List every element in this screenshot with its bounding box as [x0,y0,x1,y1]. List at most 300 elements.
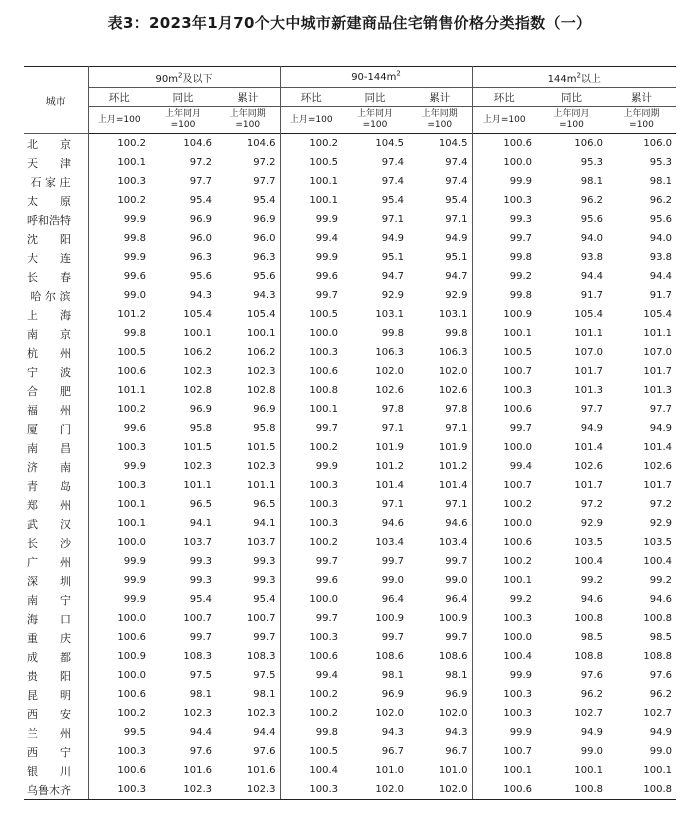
table-row [24,723,676,742]
index-value: 100.1 [88,514,150,533]
city-name: 长 春 [27,270,71,284]
index-value: 100.2 [280,685,342,704]
index-value: 108.6 [438,651,468,662]
index-value: 101.5 [246,442,276,453]
table-row [24,400,676,419]
index-value: 100.2 [472,552,536,571]
index-value: 100.3 [472,381,536,400]
index-value: 100.2 [472,495,536,514]
index-value: 104.6 [246,138,276,149]
index-value: 93.8 [649,252,673,263]
index-value: 102.3 [246,366,276,377]
index-value: 97.4 [381,176,404,187]
index-value: 99.5 [88,723,150,742]
group-label-text: 90m [155,73,178,85]
group-label-text: 90-144m [351,71,397,83]
index-value: 104.5 [438,138,468,149]
city-column-header: 城市 [24,67,88,134]
index-value: 94.9 [580,727,604,738]
index-value: 94.9 [381,233,404,244]
city-name: 南 京 [27,327,71,341]
index-value: 95.8 [253,423,276,434]
city-name: 武 汉 [27,517,71,531]
index-value: 101.7 [574,366,604,377]
group-header-large [472,67,676,88]
index-value: 96.2 [649,195,673,206]
base-header: 上月=100 [472,107,536,134]
table-row [24,362,676,381]
metric-header: 环比 [88,88,150,107]
index-value: 100.3 [88,780,150,800]
index-value: 101.2 [375,461,404,472]
index-value: 98.5 [649,632,673,643]
index-value: 96.4 [381,594,404,605]
index-value: 100.1 [574,765,604,776]
index-value: 100.2 [88,400,150,419]
index-value: 102.3 [150,780,216,800]
index-value: 102.6 [574,461,604,472]
index-value: 99.9 [88,210,150,229]
group-header-medium [280,67,472,88]
index-value: 102.3 [183,708,212,719]
index-value: 97.1 [445,423,468,434]
index-value: 96.3 [253,252,276,263]
index-value: 95.6 [580,214,604,225]
index-value: 95.3 [649,157,673,168]
index-value: 102.0 [375,708,404,719]
index-value: 98.1 [253,689,276,700]
index-value: 95.6 [253,271,276,282]
index-value: 97.2 [253,157,276,168]
index-value: 100.0 [88,533,150,552]
index-value: 99.2 [580,575,604,586]
index-value: 100.4 [643,556,673,567]
index-value: 103.7 [183,537,212,548]
index-value: 92.9 [649,518,673,529]
city-name: 西 宁 [27,745,71,759]
index-value: 96.5 [253,499,276,510]
table-row [24,590,676,609]
index-value: 100.3 [88,438,150,457]
index-value: 94.9 [580,423,604,434]
table-body [24,134,676,800]
index-value: 100.5 [280,153,342,172]
city-name: 济 南 [27,460,71,474]
index-value: 101.6 [183,765,212,776]
index-value: 94.6 [649,594,673,605]
index-value: 100.6 [472,533,536,552]
index-value: 94.9 [649,423,673,434]
city-name: 广 州 [27,555,71,569]
table-header [24,67,676,134]
index-value: 96.2 [649,689,673,700]
group-label-suffix: 及以下 [182,73,213,85]
index-value: 95.4 [253,195,276,206]
index-value: 99.9 [88,457,150,476]
index-value: 100.1 [88,495,150,514]
table-row [24,704,676,723]
index-value: 99.3 [189,556,212,567]
index-value: 100.1 [280,172,342,191]
city-name: 石 家 庄 [27,175,71,189]
group-label-sup: 2 [576,71,581,80]
table-row [24,172,676,191]
index-value: 99.3 [253,556,276,567]
index-value: 96.7 [381,746,404,757]
index-value: 99.0 [88,286,150,305]
index-value: 102.0 [342,780,408,800]
index-value: 98.1 [445,670,468,681]
index-value: 94.4 [189,727,212,738]
index-value: 101.9 [375,442,404,453]
table-row [24,780,676,800]
index-value: 99.7 [381,556,404,567]
index-value: 100.2 [88,704,150,723]
index-value: 95.4 [189,594,212,605]
index-value: 106.2 [183,347,212,358]
index-value: 99.4 [280,666,342,685]
index-value: 100.0 [472,514,536,533]
index-value: 99.0 [381,575,404,586]
table-row [24,628,676,647]
index-value: 100.3 [280,476,342,495]
index-value: 101.1 [643,328,673,339]
index-value: 102.8 [183,385,212,396]
index-value: 101.5 [183,442,212,453]
index-value: 102.6 [438,385,468,396]
table-row [24,305,676,324]
table-row [24,286,676,305]
table-row [24,134,676,154]
index-value: 106.3 [438,347,468,358]
index-value: 97.1 [381,423,404,434]
index-value: 100.3 [280,628,342,647]
index-value: 96.4 [445,594,468,605]
index-value: 98.1 [189,689,212,700]
index-value: 102.0 [375,366,404,377]
index-value: 107.0 [643,347,673,358]
index-value: 96.0 [189,233,212,244]
index-value: 101.0 [438,765,468,776]
index-value: 108.3 [183,651,212,662]
index-value: 99.7 [445,556,468,567]
index-value: 92.9 [445,290,468,301]
index-value: 100.6 [280,362,342,381]
index-value: 95.4 [445,195,468,206]
index-value: 97.7 [649,404,673,415]
index-value: 103.5 [643,537,673,548]
base-header: 上年同期 =100 [421,109,458,130]
index-value: 101.1 [183,480,212,491]
index-value: 97.7 [580,404,604,415]
index-value: 94.7 [381,271,404,282]
table-title: 表3：2023年1月70个大中城市新建商品住宅销售价格分类指数（一） [107,14,592,32]
price-index-table [24,66,676,800]
city-name: 海 口 [27,612,71,626]
index-value: 99.2 [472,267,536,286]
index-value: 99.4 [472,457,536,476]
city-name: 成 都 [27,650,71,664]
city-name: 呼和浩特 [27,213,71,227]
index-value: 99.8 [472,248,536,267]
index-value: 100.5 [280,305,342,324]
index-value: 100.9 [375,613,404,624]
index-value: 105.4 [183,309,212,320]
table-row [24,229,676,248]
index-value: 94.6 [381,518,404,529]
city-name: 青 岛 [27,479,71,493]
index-value: 96.9 [381,689,404,700]
index-value: 98.5 [580,632,604,643]
index-value: 107.0 [574,347,604,358]
index-value: 94.1 [253,518,276,529]
index-value: 94.1 [189,518,212,529]
city-name: 宁 波 [27,365,71,379]
index-value: 99.7 [253,632,276,643]
index-value: 103.7 [246,537,276,548]
city-name: 天 津 [27,156,71,170]
index-value: 99.7 [472,419,536,438]
index-value: 99.7 [445,632,468,643]
index-value: 91.7 [649,290,673,301]
index-value: 94.3 [381,727,404,738]
index-value: 102.0 [408,780,472,800]
index-value: 102.3 [246,708,276,719]
index-value: 102.6 [643,461,673,472]
index-value: 100.7 [472,362,536,381]
index-value: 99.9 [88,590,150,609]
index-value: 97.7 [253,176,276,187]
index-value: 105.4 [643,309,673,320]
index-value: 102.3 [183,366,212,377]
index-value: 101.6 [246,765,276,776]
metric-header: 环比 [280,88,342,107]
index-value: 100.0 [472,628,536,647]
metric-header: 累计 [408,88,472,107]
index-value: 102.0 [438,708,468,719]
index-value: 100.6 [88,685,150,704]
index-value: 94.7 [445,271,468,282]
index-value: 102.6 [375,385,404,396]
index-value: 99.8 [472,286,536,305]
table-row [24,609,676,628]
index-value: 99.6 [88,267,150,286]
group-label-suffix: 以上 [580,73,601,85]
index-value: 103.1 [375,309,404,320]
base-header: 上年同期 =100 [229,109,266,130]
index-value: 100.2 [88,134,150,154]
table-row [24,647,676,666]
index-value: 104.6 [183,138,212,149]
index-value: 99.9 [472,723,536,742]
index-value: 100.6 [88,362,150,381]
metric-header: 同比 [536,88,607,107]
index-value: 97.7 [189,176,212,187]
index-value: 97.6 [253,746,276,757]
index-value: 105.4 [574,309,604,320]
index-value: 99.0 [445,575,468,586]
index-value: 97.6 [649,670,673,681]
index-value: 94.0 [580,233,604,244]
table-row [24,514,676,533]
index-value: 99.2 [472,590,536,609]
index-value: 101.3 [643,385,673,396]
index-value: 100.5 [88,343,150,362]
index-value: 96.7 [445,746,468,757]
city-name: 厦 门 [27,422,71,436]
index-value: 100.0 [88,609,150,628]
index-value: 96.9 [189,404,212,415]
index-value: 101.4 [574,442,604,453]
index-value: 100.0 [280,590,342,609]
index-value: 101.2 [88,305,150,324]
header-row-bases [24,107,676,134]
index-value: 99.7 [280,286,342,305]
group-label-text: 144m [547,73,577,85]
base-header: 上年同月 =100 [164,109,201,130]
index-value: 99.6 [280,571,342,590]
city-name: 杭 州 [27,346,71,360]
index-value: 104.5 [375,138,404,149]
index-value: 106.3 [375,347,404,358]
city-name: 郑 州 [27,498,71,512]
index-value: 99.9 [472,666,536,685]
index-value: 100.8 [643,613,673,624]
table-row [24,761,676,780]
index-value: 100.3 [88,742,150,761]
city-name: 上 海 [27,308,71,322]
index-value: 97.1 [381,499,404,510]
index-value: 99.7 [280,609,342,628]
index-value: 98.1 [381,670,404,681]
metric-header: 同比 [342,88,408,107]
group-label-sup: 2 [396,69,401,78]
index-value: 97.1 [445,499,468,510]
index-value: 100.9 [438,613,468,624]
index-value: 100.6 [472,134,536,154]
index-value: 94.6 [445,518,468,529]
index-value: 99.7 [381,632,404,643]
index-value: 105.4 [246,309,276,320]
city-name: 贵 阳 [27,669,71,683]
index-value: 99.7 [472,229,536,248]
index-value: 100.7 [246,613,276,624]
city-name: 重 庆 [27,631,71,645]
base-header: 上月=100 [88,107,150,134]
index-value: 97.8 [445,404,468,415]
index-value: 100.5 [280,742,342,761]
index-value: 99.4 [280,229,342,248]
index-value: 95.4 [253,594,276,605]
city-name: 大 连 [27,251,71,265]
city-name: 福 州 [27,403,71,417]
index-value: 99.9 [472,172,536,191]
index-value: 99.8 [88,324,150,343]
index-value: 99.7 [189,632,212,643]
table-row [24,419,676,438]
index-value: 97.6 [580,670,604,681]
table-row [24,685,676,704]
index-value: 101.4 [375,480,404,491]
index-value: 103.4 [438,537,468,548]
index-value: 97.4 [445,157,468,168]
index-value: 100.5 [472,343,536,362]
index-value: 100.1 [280,400,342,419]
index-value: 95.6 [189,271,212,282]
city-name: 合 肥 [27,384,71,398]
index-value: 100.8 [574,613,604,624]
index-value: 97.5 [189,670,212,681]
index-value: 108.3 [246,651,276,662]
index-value: 103.4 [375,537,404,548]
table-row [24,495,676,514]
base-header: 上年同月 =100 [356,109,393,130]
index-value: 99.8 [445,328,468,339]
index-value: 100.3 [472,685,536,704]
index-value: 97.1 [445,214,468,225]
index-value: 95.8 [189,423,212,434]
index-value: 100.2 [88,191,150,210]
index-value: 102.0 [438,366,468,377]
index-value: 100.3 [280,780,342,800]
index-value: 100.9 [472,305,536,324]
index-value: 99.9 [88,248,150,267]
index-value: 95.4 [381,195,404,206]
city-name: 太 原 [27,194,71,208]
index-value: 100.4 [574,556,604,567]
index-value: 97.2 [649,499,673,510]
index-value: 97.8 [381,404,404,415]
index-value: 100.3 [472,704,536,723]
city-name: 沈 阳 [27,232,71,246]
table-row [24,571,676,590]
index-value: 100.7 [472,476,536,495]
index-value: 94.9 [649,727,673,738]
index-value: 100.1 [183,328,212,339]
index-value: 99.9 [280,457,342,476]
index-value: 94.9 [445,233,468,244]
index-value: 101.3 [574,385,604,396]
index-value: 96.9 [445,689,468,700]
index-value: 100.1 [88,153,150,172]
index-value: 100.1 [472,761,536,780]
index-value: 100.9 [88,647,150,666]
index-value: 96.2 [580,689,604,700]
index-value: 100.7 [183,613,212,624]
index-value: 100.6 [472,780,536,800]
table-row [24,381,676,400]
index-value: 100.0 [472,153,536,172]
base-header: 上年同期 =100 [623,109,660,130]
index-value: 95.4 [189,195,212,206]
index-value: 101.7 [574,480,604,491]
index-value: 94.0 [649,233,673,244]
base-header: 上年同月 =100 [553,109,590,130]
index-value: 97.4 [445,176,468,187]
metric-header: 累计 [216,88,280,107]
index-value: 102.8 [246,385,276,396]
index-value: 96.9 [253,404,276,415]
index-value: 100.6 [88,628,150,647]
index-value: 100.0 [472,438,536,457]
index-value: 100.3 [280,495,342,514]
index-value: 99.8 [381,328,404,339]
table-row [24,210,676,229]
index-value: 99.9 [88,571,150,590]
index-value: 108.8 [643,651,673,662]
index-value: 99.8 [280,723,342,742]
index-value: 100.3 [280,343,342,362]
